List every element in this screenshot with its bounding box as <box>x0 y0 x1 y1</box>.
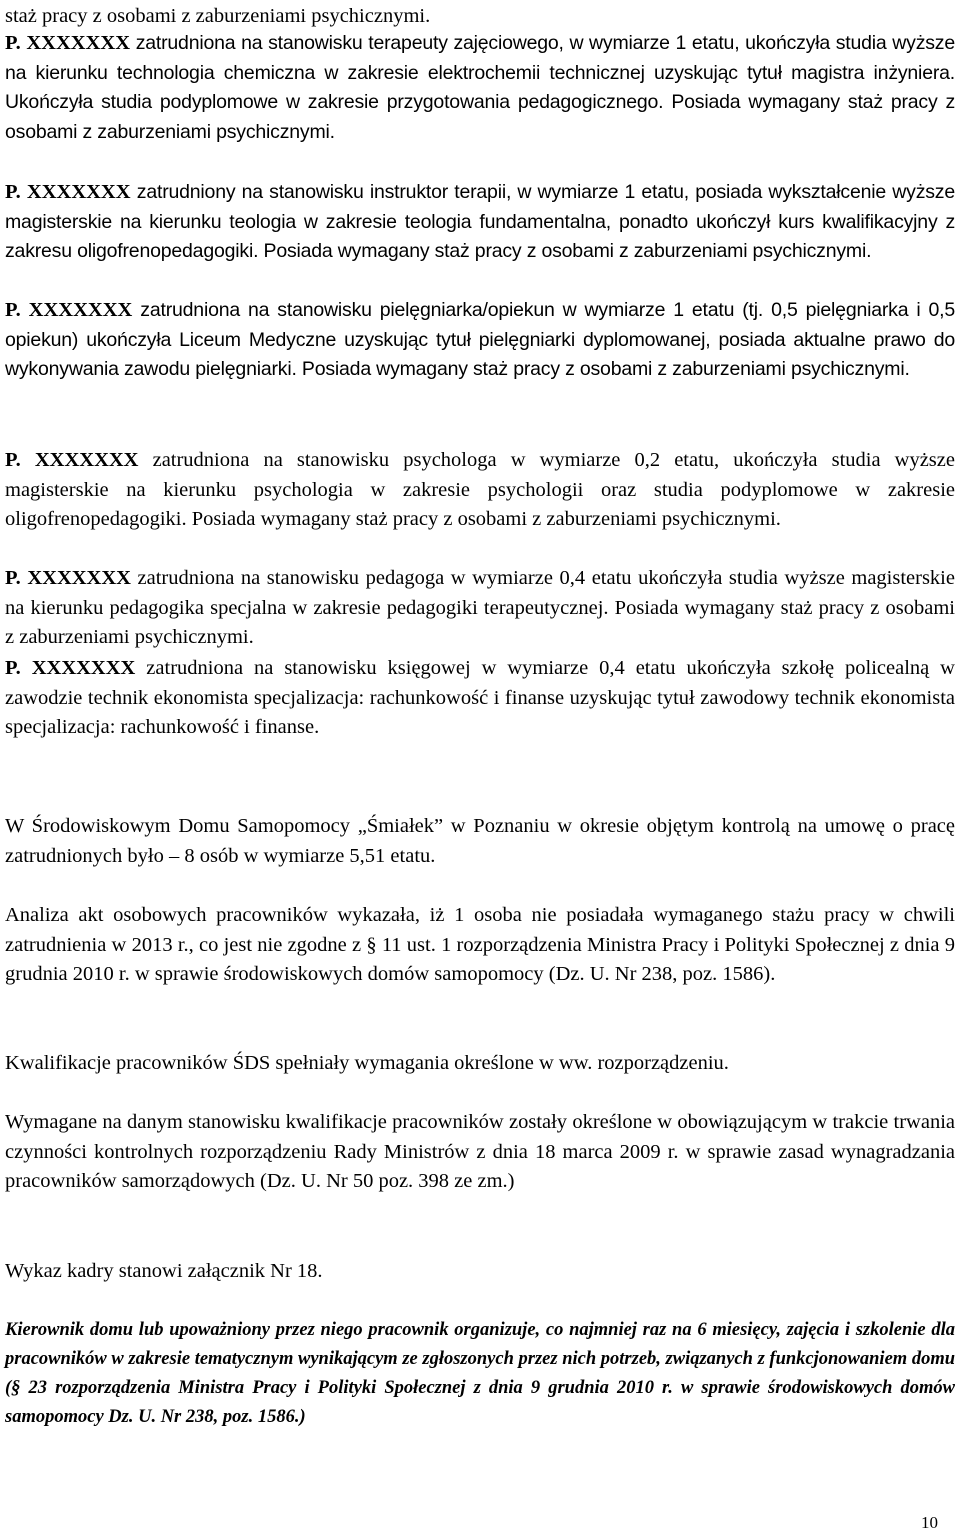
paragraph-text: zatrudniona na stanowisku pedagoga w wymiarze 0,4 etatu ukończyła studia wyższe magisterskie na kierunku pedagogika specjalna w zakresie pedagogiki terapeutycznej. Posiada wymagany staż pracy z osobami z zaburzeniami psychicznymi. <box>5 567 955 648</box>
paragraph-qualifications <box>5 1049 955 1079</box>
paragraph-text: zatrudniona na stanowisku księgowej w wymiarze 0,4 etatu ukończyła szkołę policealną w zawodzie technik ekonomista specjalizacja: rachunkowość i finanse uzyskując tytuł zawodowy technik ekonomista specjalizacja: rachunkowość i finanse. <box>5 657 955 738</box>
paragraph-text: zatrudniona na stanowisku psychologa w wymiarze 0,2 etatu, ukończyła studia wyższe magisterskie na kierunku psychologia w zakresie psychologii oraz studia podyplomowe w zakresie oligofrenopedagogiki. Posiada wymagany staż pracy z osobami z zaburzeniami psychicznymi. <box>5 449 955 530</box>
page-number: 10 <box>921 1513 938 1532</box>
paragraph-personnel-analysis <box>5 901 955 990</box>
paragraph-text: Kierownik domu lub upoważniony przez niego pracownik organizuje, co najmniej raz na 6 miesięcy, zajęcia i szkolenie dla pracowników w zakresie tematycznym wynikającym ze zgłoszonych przez nich potrzeb, związanych z funkcjonowaniem domu (§ 23 rozporządzenia Ministra Pracy i Polityki Społecznej z dnia 9 grudnia 2010 r. w sprawie środowiskowych domów samopomocy Dz. U. Nr 238, poz. 1586.) <box>5 1320 955 1427</box>
paragraph-text: staż pracy z osobami z zaburzeniami psychicznymi. <box>5 5 431 27</box>
paragraph-employee-psycholog <box>5 446 955 535</box>
employee-name: P. XXXXXXX <box>5 181 131 203</box>
paragraph-text: Wykaz kadry stanowi załącznik Nr 18. <box>5 1260 323 1282</box>
paragraph-text: W Środowiskowym Domu Samopomocy „Śmiałek” w Poznaniu w okresie objętym kontrolą na umowę o pracę zatrudnionych było – 8 osób w wymiarze 5,51 etatu. <box>5 815 955 867</box>
paragraph-text: Analiza akt osobowych pracowników wykazała, iż 1 osoba nie posiadała wymaganego stażu pracy w chwili zatrudnienia w 2013 r., co jest nie zgodne z § 11 ust. 1 rozporządzenia Ministra Pracy i Polityki Społecznej z dnia 9 grudnia 2010 r. w sprawie środowiskowych domów samopomocy (Dz. U. Nr 238, poz. 1586). <box>5 904 955 985</box>
paragraph-employment-summary <box>5 812 955 871</box>
paragraph-text: zatrudniona na stanowisku terapeuty zajęciowego, w wymiarze 1 etatu, ukończyła studia wyższe na kierunku technologia chemiczna w zakresie elektrochemii technicznej uzyskując tytuł magistra inżyniera. Ukończyła studia podyplomowe w zakresie przygotowania pedagogicznego. Posiada wymagany staż pracy z osobami z zaburzeniami psychicznymi. <box>5 32 955 143</box>
paragraph-text: zatrudniony na stanowisku instruktor terapii, w wymiarze 1 etatu, posiada wykształcenie wyższe magisterskie na kierunku teologia w zakresie teologia fundamentalna, ponadto ukończył kurs kwalifikacyjny z zakresu oligofrenopedagogiki. Posiada wymagany staż pracy z osobami z zaburzeniami psychicznymi. <box>5 181 955 262</box>
paragraph-continuation <box>5 2 955 32</box>
paragraph-text: Wymagane na danym stanowisku kwalifikacje pracowników zostały określone w obowiązującym w trakcie trwania czynności kontrolnych rozporządzeniu Rady Ministrów z dnia 18 marca 2009 r. w sprawie zasad wynagradzania pracowników samorządowych (Dz. U. Nr 50 poz. 398 ze zm.) <box>5 1111 955 1192</box>
paragraph-employee-ksiegowa <box>5 654 955 743</box>
paragraph-employee-instruktor <box>5 178 955 267</box>
employee-name: P. XXXXXXX <box>5 449 139 471</box>
paragraph-text: zatrudniona na stanowisku pielęgniarka/opiekun w wymiarze 1 etatu (tj. 0,5 pielęgniarka i 0,5 opiekun) ukończyła Liceum Medyczne uzyskując tytuł pielęgniarki dyplomowanej, posiada aktualne prawo do wykonywania zawodu pielęgniarki. Posiada wymagany staż pracy z osobami z zaburzeniami psychicznymi. <box>5 299 956 380</box>
paragraph-training-requirement <box>5 1316 955 1432</box>
employee-name: P. XXXXXXX <box>5 32 130 54</box>
employee-name: P. XXXXXXX <box>5 657 136 679</box>
employee-name: P. XXXXXXX <box>5 299 133 321</box>
paragraph-employee-pedagog <box>5 564 955 653</box>
paragraph-employee-pielegniarka <box>5 296 955 385</box>
employee-name: P. XXXXXXX <box>5 567 131 589</box>
paragraph-staff-list <box>5 1257 955 1287</box>
paragraph-text: Kwalifikacje pracowników ŚDS spełniały wymagania określone w ww. rozporządzeniu. <box>5 1052 729 1074</box>
paragraph-required-qualifications <box>5 1108 955 1197</box>
paragraph-employee-terapeuta <box>5 29 955 147</box>
